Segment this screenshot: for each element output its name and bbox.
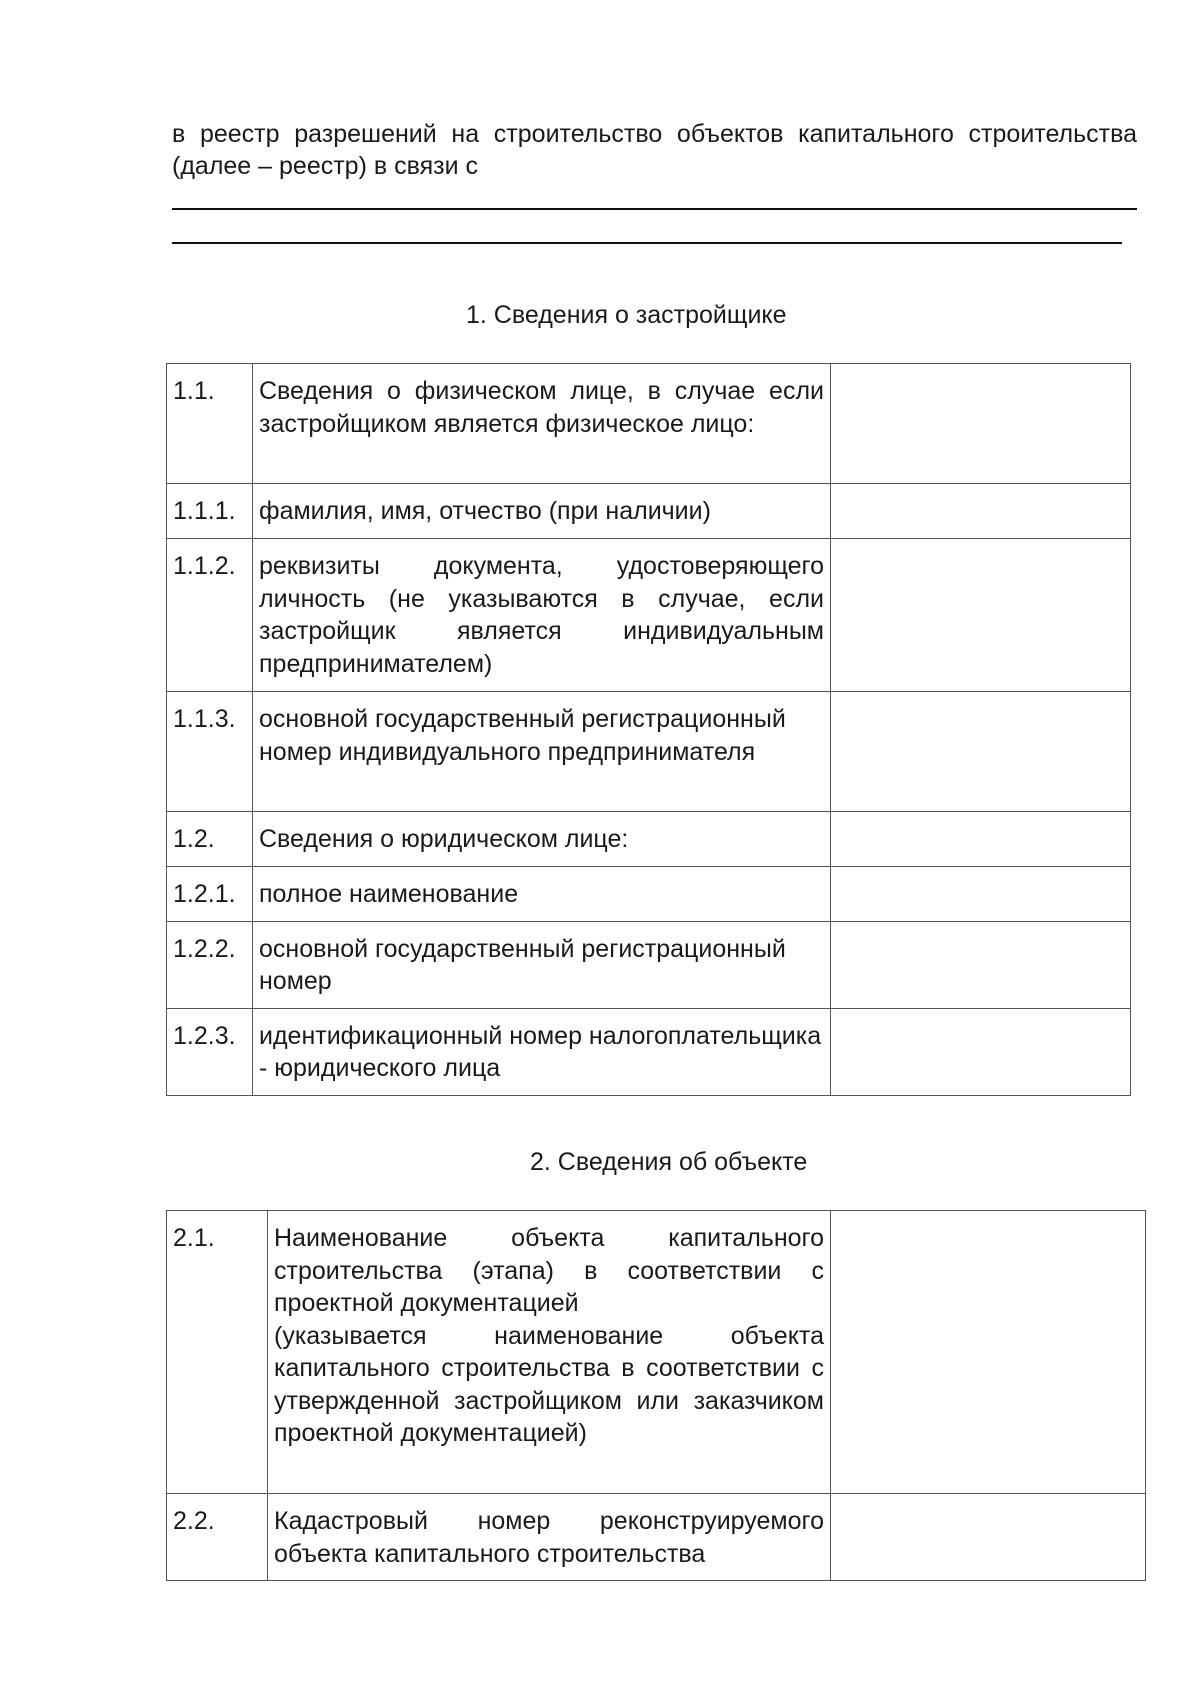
row-note: (указывается наименование объекта капитального строительства в соответствии с утвержденной застройщиком или заказчиком проектной документацией) xyxy=(274,1321,824,1447)
row-label: реквизиты документа, удостоверяющего личность (не указываются в случае, если застройщик является индивидуальным предпринимателем) xyxy=(253,539,831,692)
row-value-cell[interactable] xyxy=(831,692,1131,812)
section-1-title: 1. Сведения о застройщике xyxy=(466,301,787,329)
row-value-cell[interactable] xyxy=(831,484,1131,539)
row-number: 1.1. xyxy=(167,364,253,484)
table-row xyxy=(167,484,1131,539)
row-label: полное наименование xyxy=(253,867,831,922)
section-2-table xyxy=(166,1210,1146,1581)
row-number: 1.1.1. xyxy=(167,484,253,539)
row-value-cell[interactable] xyxy=(831,539,1131,692)
row-number: 2.2. xyxy=(167,1494,268,1581)
intro-text: в реестр разрешений на строительство объектов капитального строительства (далее – реестр) в связи с xyxy=(172,120,1137,180)
table-row xyxy=(167,1008,1131,1095)
fill-in-line-1[interactable] xyxy=(172,208,1137,210)
row-value-cell[interactable] xyxy=(831,867,1131,922)
row-number: 1.2.2. xyxy=(167,921,253,1008)
row-label: основной государственный регистрационный номер индивидуального предпринимателя xyxy=(253,692,831,812)
table-row xyxy=(167,1211,1146,1494)
row-label: идентификационный номер налогоплательщика - юридического лица xyxy=(253,1008,831,1095)
row-number: 1.1.2. xyxy=(167,539,253,692)
table-row xyxy=(167,364,1131,484)
fill-in-line-2[interactable] xyxy=(172,242,1122,244)
row-label: Сведения о юридическом лице: xyxy=(253,812,831,867)
row-label: основной государственный регистрационный номер xyxy=(253,921,831,1008)
table-row xyxy=(167,1494,1146,1581)
row-label: Сведения о физическом лице, в случае если застройщиком является физическое лицо: xyxy=(253,364,831,484)
row-value-cell[interactable] xyxy=(831,1494,1146,1581)
row-number: 1.1.3. xyxy=(167,692,253,812)
row-label: фамилия, имя, отчество (при наличии) xyxy=(253,484,831,539)
row-number: 2.1. xyxy=(167,1211,268,1494)
row-value-cell[interactable] xyxy=(831,921,1131,1008)
row-value-cell[interactable] xyxy=(831,364,1131,484)
row-label: Кадастровый номер реконструируемого объекта капитального строительства xyxy=(268,1494,831,1581)
row-value-cell[interactable] xyxy=(831,1008,1131,1095)
table-row xyxy=(167,921,1131,1008)
row-value-cell[interactable] xyxy=(831,1211,1146,1494)
table-row xyxy=(167,539,1131,692)
table-row xyxy=(167,867,1131,922)
table-row xyxy=(167,692,1131,812)
row-label: Наименование объекта капитального строительства (этапа) в соответствии с проектной документацией xyxy=(274,1224,824,1317)
row-number: 1.2.1. xyxy=(167,867,253,922)
row-number: 1.2. xyxy=(167,812,253,867)
row-number: 1.2.3. xyxy=(167,1008,253,1095)
section-1-table xyxy=(166,363,1131,1096)
section-2-title: 2. Сведения об объекте xyxy=(530,1148,808,1176)
table-row xyxy=(167,812,1131,867)
row-label-group xyxy=(268,1211,831,1494)
row-value-cell[interactable] xyxy=(831,812,1131,867)
